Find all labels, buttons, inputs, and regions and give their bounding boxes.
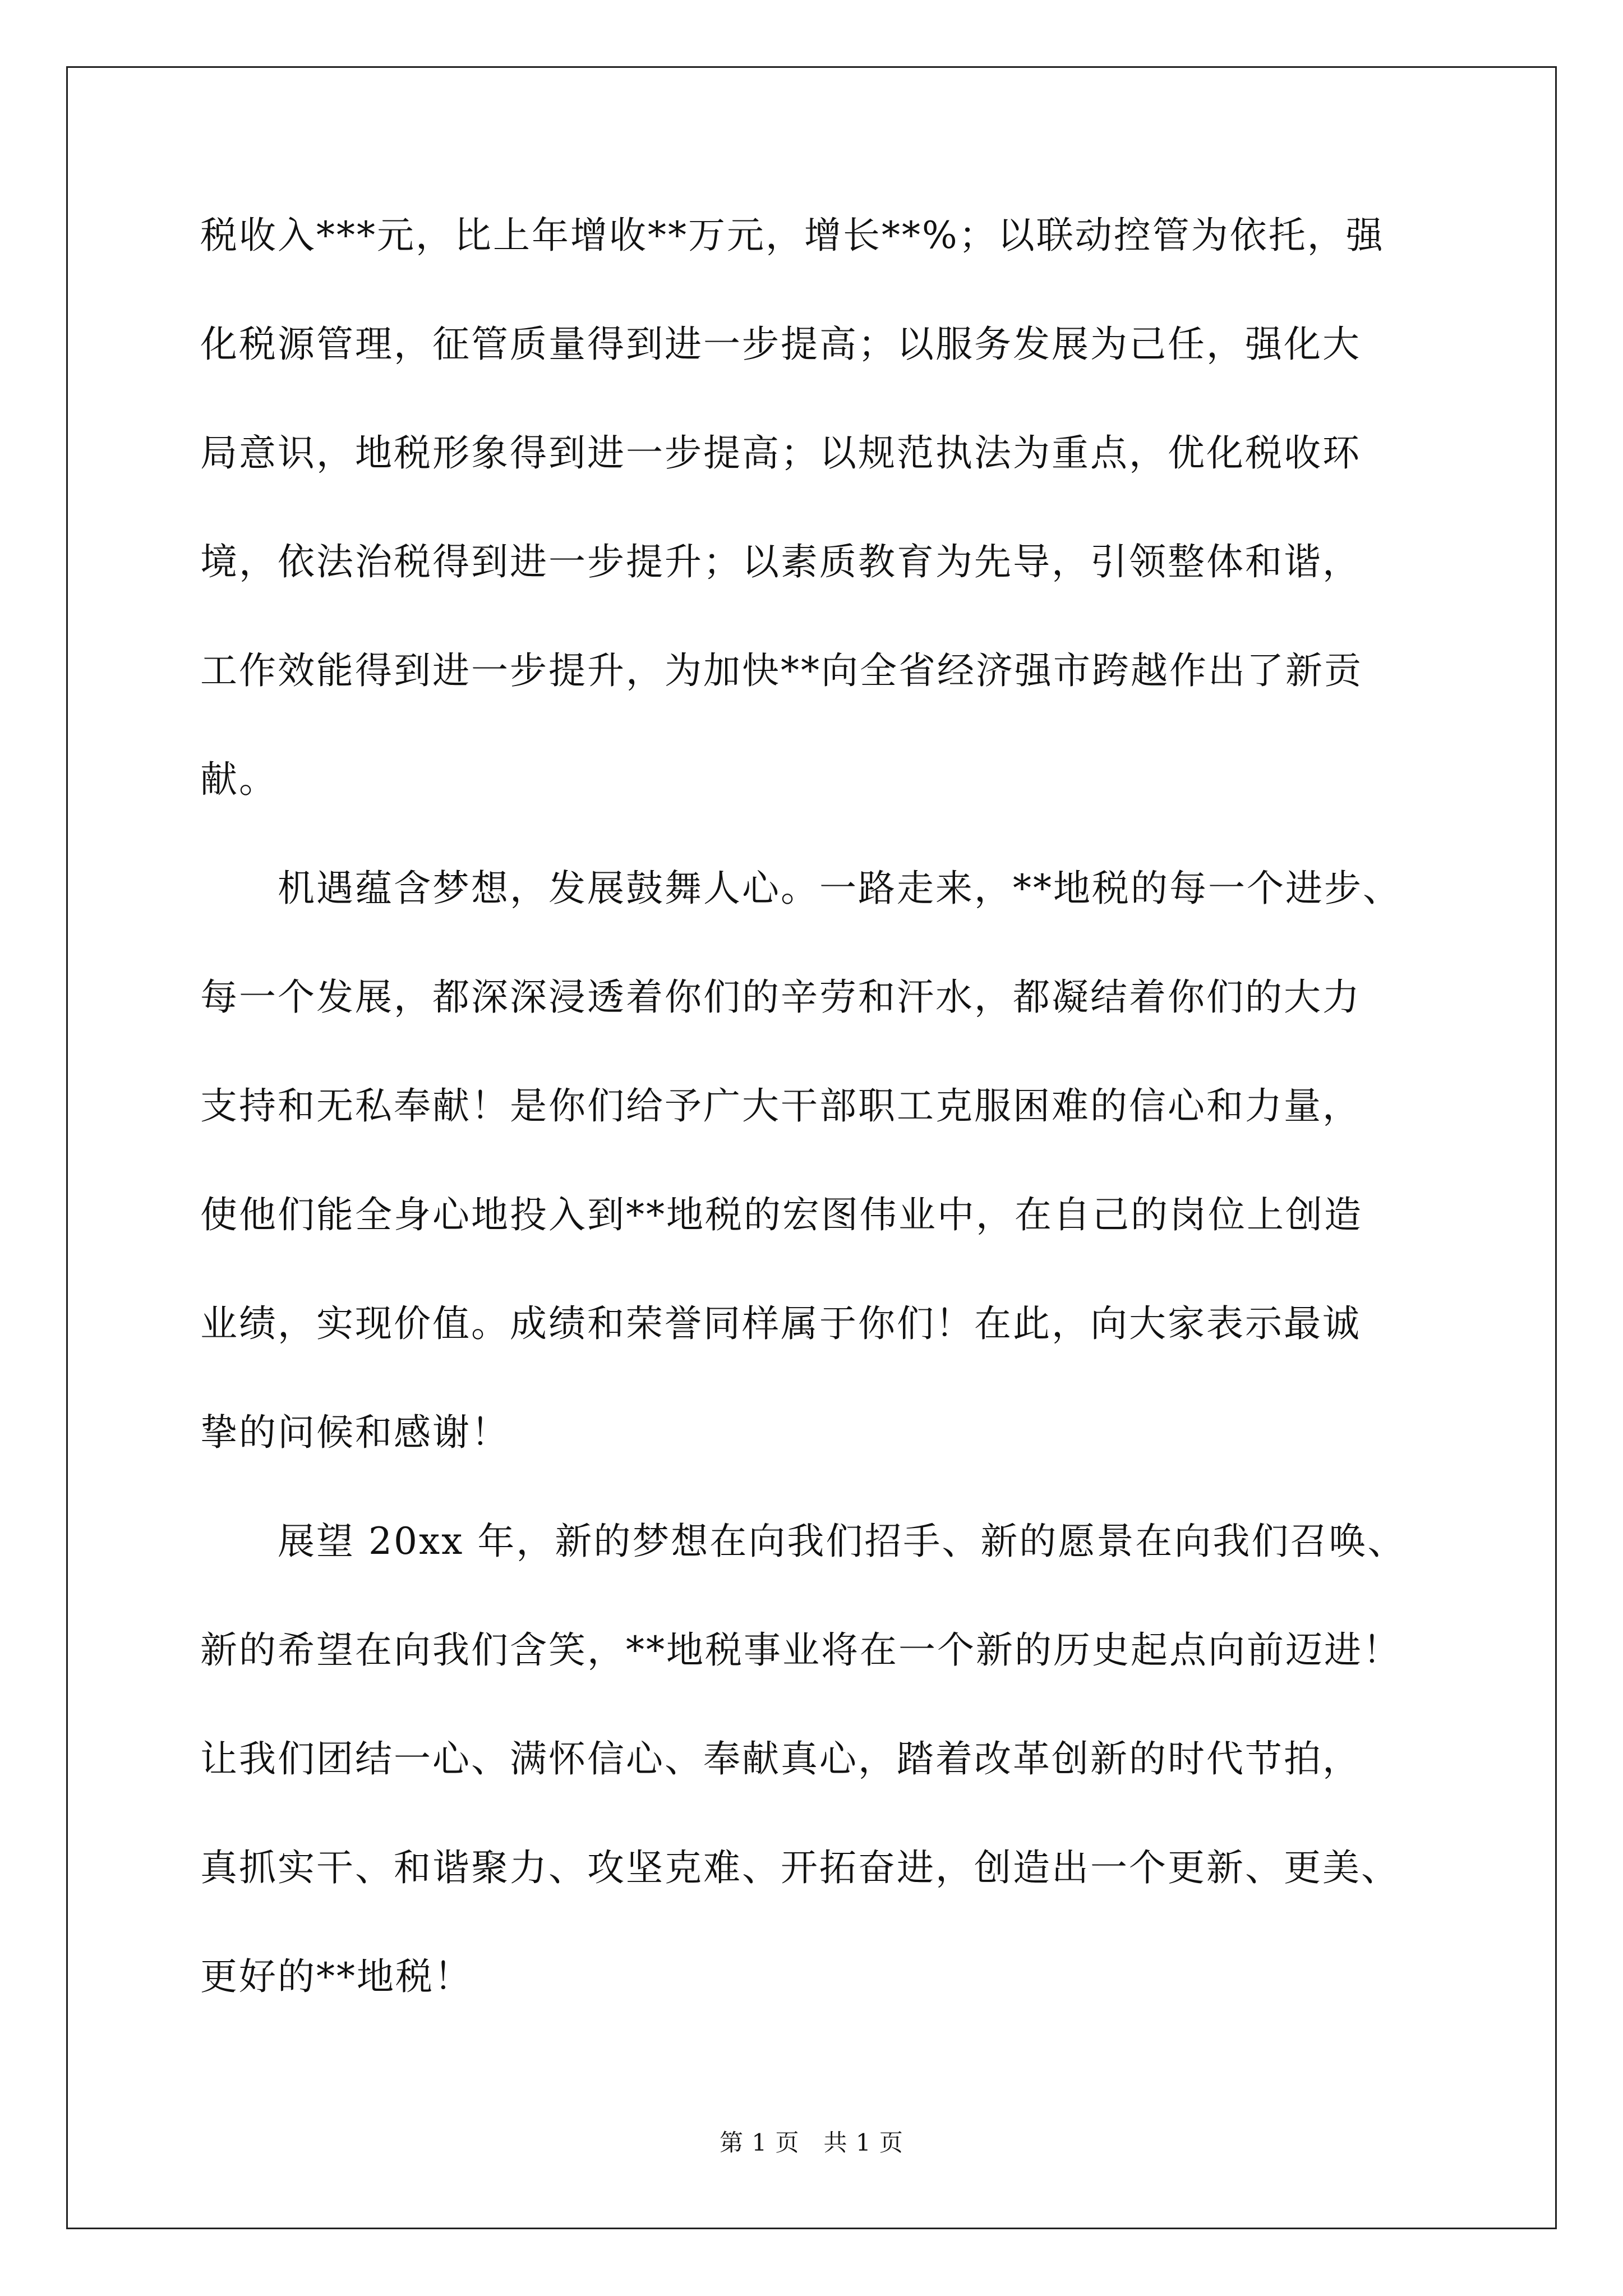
- paragraph-line: 机遇蕴含梦想，发展鼓舞人心。一路走来，**地税的每一个进步、: [200, 867, 1401, 910]
- paragraph-line: 化税源管理，征管质量得到进一步提高；以服务发展为己任，强化大: [200, 323, 1361, 366]
- paragraph-line: 每一个发展，都深深浸透着你们的辛劳和汗水，都凝结着你们的大力: [200, 976, 1361, 1019]
- paragraph-line: 献。: [200, 758, 278, 801]
- paragraph-line: 真抓实干、和谐聚力、攻坚克难、开拓奋进，创造出一个更新、更美、: [200, 1846, 1400, 1889]
- paragraph-line: 让我们团结一心、满怀信心、奉献真心，踏着改革创新的时代节拍，: [200, 1737, 1361, 1780]
- paragraph-line: 局意识，地税形象得到进一步提高；以规范执法为重点，优化税收环: [200, 431, 1361, 475]
- paragraph-line: 展望 20xx 年，新的梦想在向我们招手、新的愿景在向我们召唤、: [200, 1520, 1407, 1563]
- paragraph-line: 更好的**地税！: [200, 1955, 473, 1998]
- paragraph-line: 新的希望在向我们含笑，**地税事业将在一个新的历史起点向前迈进！: [200, 1628, 1401, 1672]
- document-body: [200, 216, 1451, 2066]
- page-number-footer: 第 1 页 共 1 页: [720, 2129, 903, 2156]
- paragraph-line: 工作效能得到进一步提升，为加快**向全省经济强市跨越作出了新贡: [200, 649, 1363, 692]
- paragraph-line: 税收入***元，比上年增收**万元，增长**%；以联动控管为依托，强: [200, 214, 1385, 257]
- paragraph-line: 挚的问候和感谢！: [200, 1411, 510, 1454]
- paragraph-line: 使他们能全身心地投入到**地税的宏图伟业中，在自己的岗位上创造: [200, 1193, 1363, 1236]
- paragraph-line: 业绩，实现价值。成绩和荣誉同样属于你们！在此，向大家表示最诚: [200, 1302, 1361, 1345]
- paragraph-line: 境，依法治税得到进一步提升；以素质教育为先导，引领整体和谐，: [200, 540, 1361, 583]
- paragraph-line: 支持和无私奉献！是你们给予广大干部职工克服困难的信心和力量，: [200, 1084, 1361, 1128]
